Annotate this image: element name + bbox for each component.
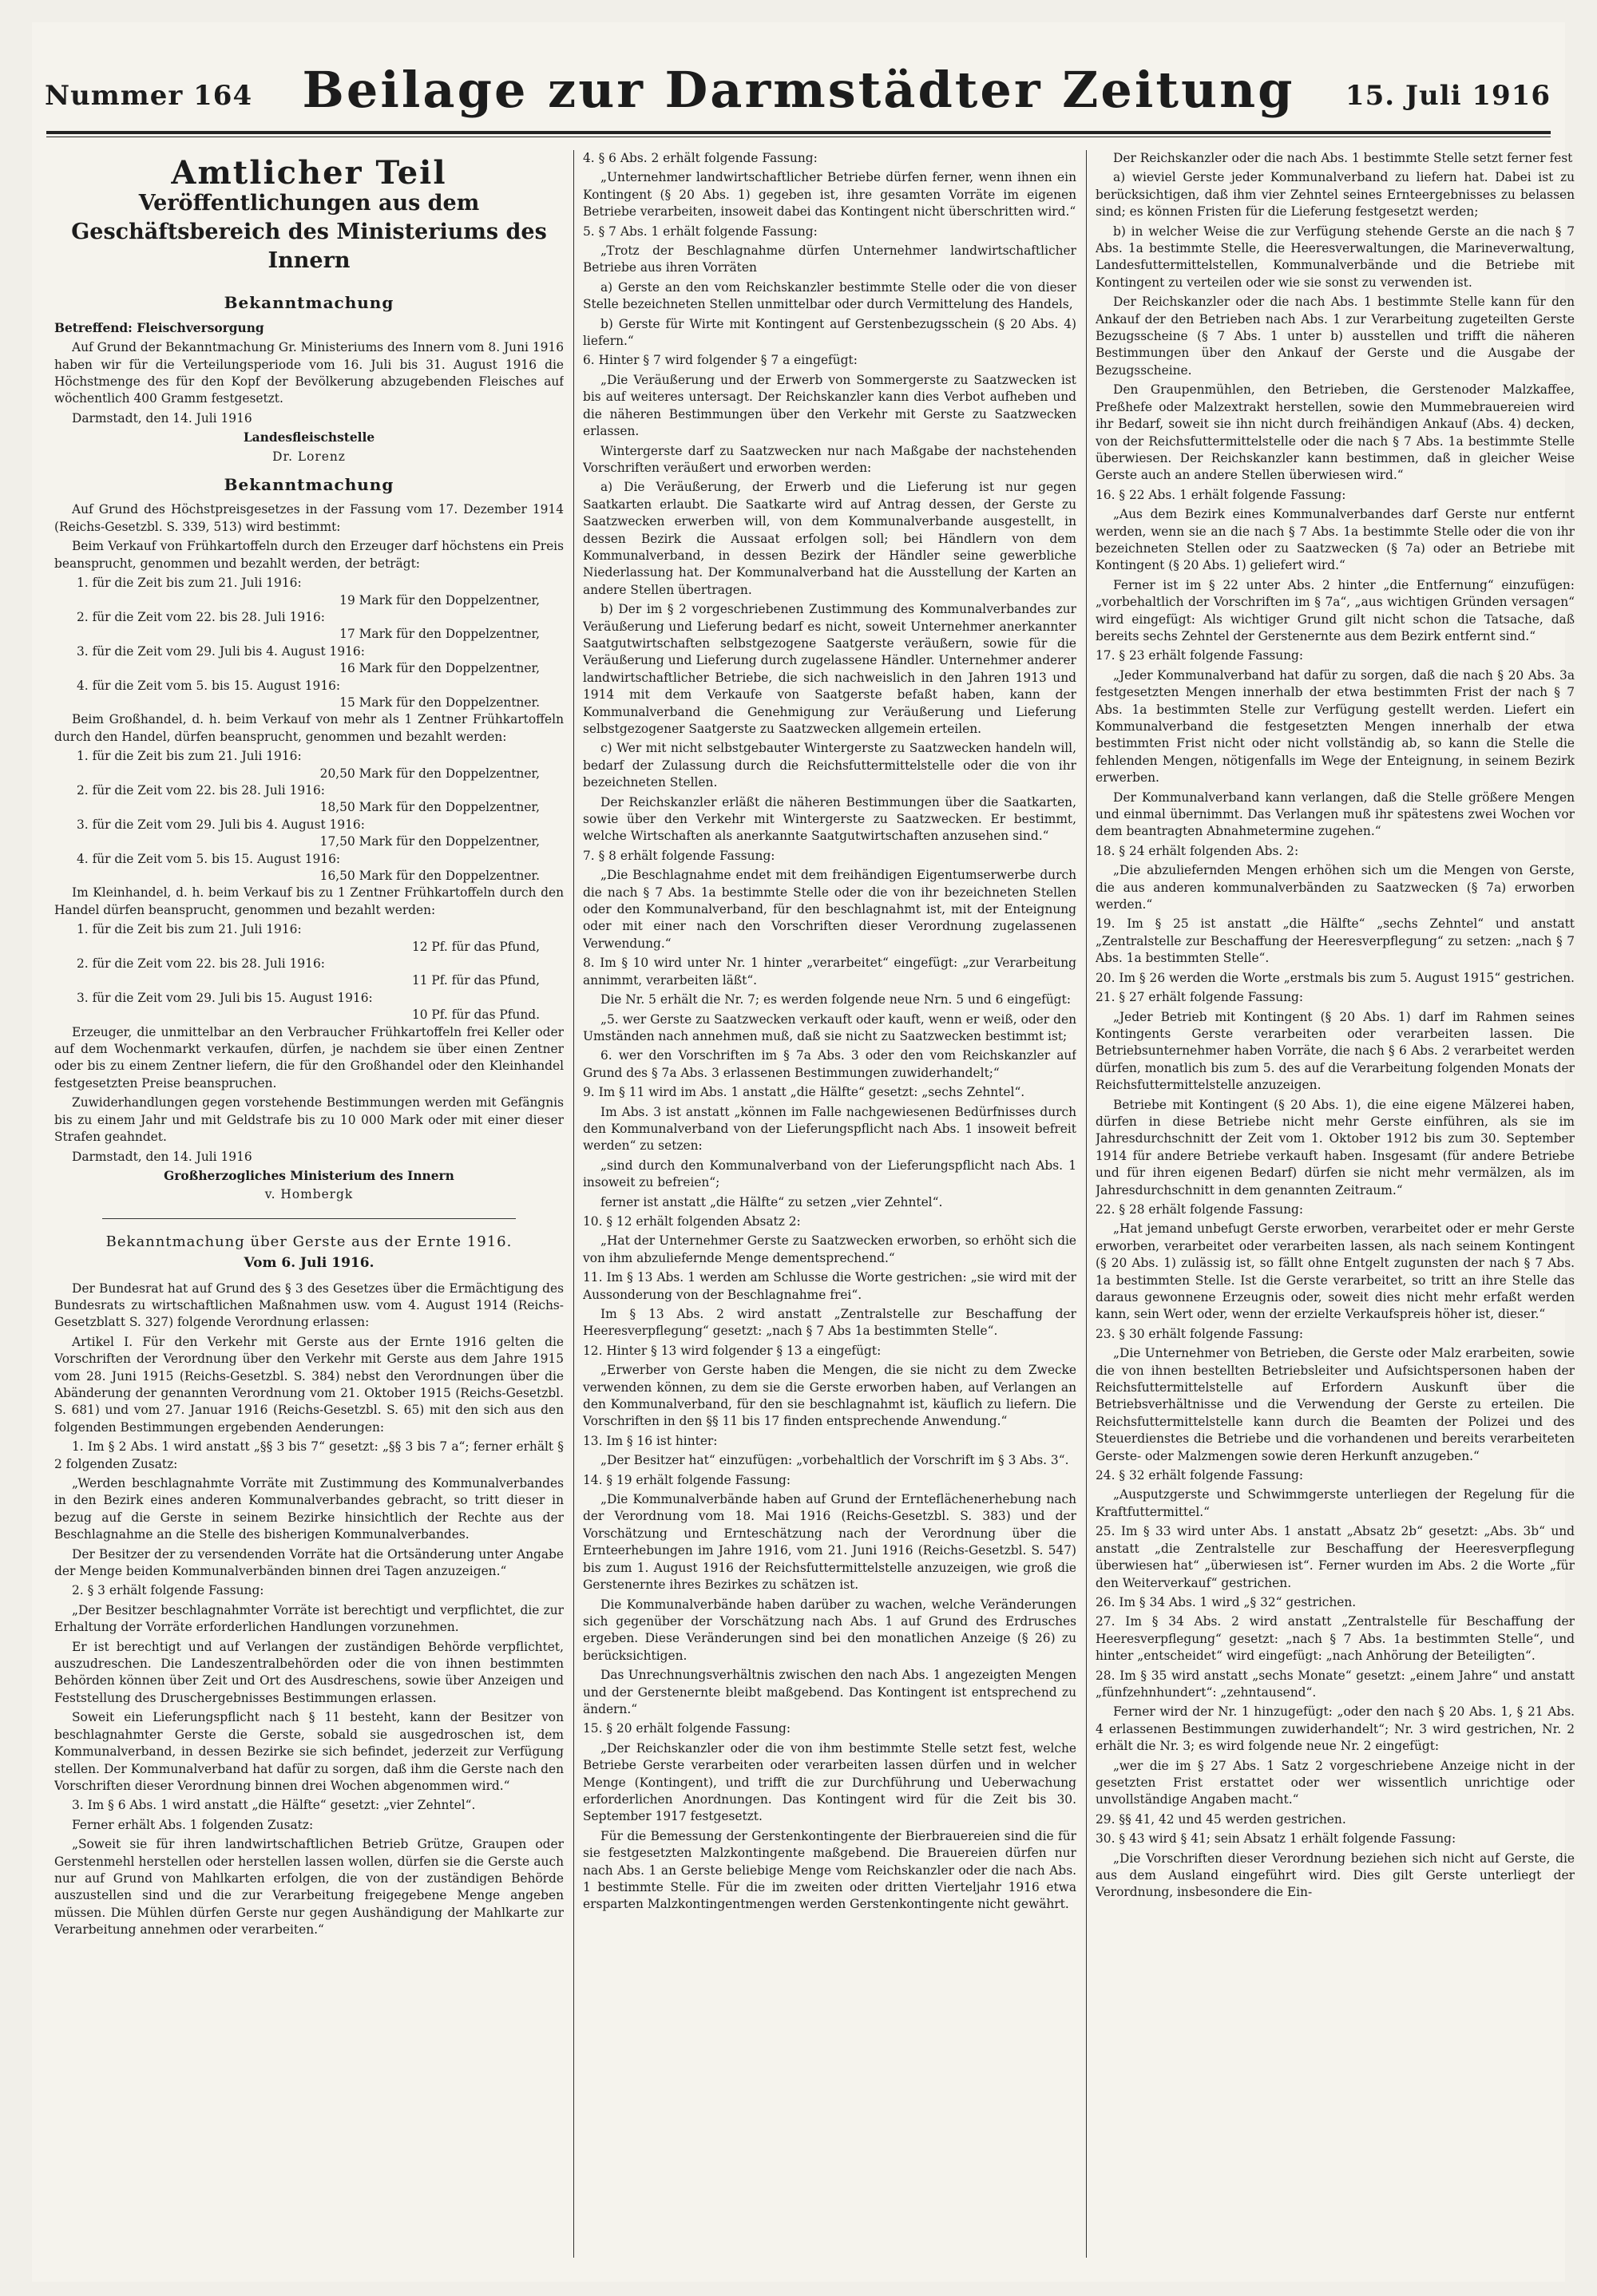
amendment-text: „Soweit sie für ihren landwirtschaftlichen Betrieb Grütze, Graupen oder Gerstenmehl herstellen oder herstellen lassen wollen, dürfen sie die Gerste auch nur auf Grund von Mahlkarten erfolgen, die von der zuständigen Behörde auszustellen sind und die zur Verarbeitung freigegebene Menge angeben müssen. Die Mühlen dürfen Gerste nur gegen Aushändigung der Mahlkarte zur Verarbeitung annehmen oder verarbeiten.“	[54, 1837, 564, 1938]
amendment-item: 5. § 7 Abs. 1 erhält folgende Fassung:	[583, 224, 818, 239]
amendment-text: „Die Veräußerung und der Erwerb von Sommergerste zu Saatzwecken ist bis auf weiteres untersagt. Der Reichskanzler kann dies Verbot aufheben und die näheren Bestimmungen über den Verkehr mit Gerste zu Saatzwecken erlassen.	[583, 372, 1076, 439]
amendment-text: Ferner erhält Abs. 1 folgenden Zusatz:	[72, 1817, 314, 1832]
amendment-item: 11. Im § 13 Abs. 1 werden am Schlusse die Worte gestrichen: „sie wird mit der Aussonderung von der Beschlagnahme frei“.	[583, 1270, 1076, 1302]
section-separator	[102, 1218, 516, 1219]
notice-heading: Bekanntmachung	[224, 475, 394, 495]
amendment-text: „Trotz der Beschlagnahme dürfen Unternehmer landwirtschaftlicher Betriebe aus ihren Vorräten	[583, 243, 1076, 275]
price-value: 15 Mark für den Doppelzentner.	[339, 695, 540, 710]
price-value: 17 Mark für den Doppelzentner,	[339, 627, 540, 642]
amendment-text: Den Graupenmühlen, den Betrieben, die Gerstenoder Malzkaffee, Preßhefe oder Malzextrakt herstellen, sowie den Mummebrauereien wird ihr Bedarf, soweit sie ihn nicht durch freihändigen Ankauf (Abs. 4) decken, von der Reichsfuttermittelstelle oder die nach § 7 Abs. 1a bestimmte Stelle überwiesen. Der Reichskanzler kann bestimmen, daß in gleicher Weise Gerste auch an andere Stellen überwiesen wird.“	[1096, 382, 1575, 483]
amendment-text: „Die Beschlagnahme endet mit dem freihändigen Eigentumserwerbe durch die nach § 7 Abs. 1a bestimmte Stelle oder die von ihr bezeichneten Stellen oder den Kommunalverband, für den beschlagnahmt ist, mit der Enteignung oder mit einer nach den Vorschriften dieser Verordnung zugelassenen Verwendung.“	[583, 868, 1076, 951]
price-value: 18,50 Mark für den Doppelzentner,	[319, 800, 540, 815]
amendment-text: „Der Reichskanzler oder die von ihm bestimmte Stelle setzt fest, welche Betriebe Gerste verarbeiten oder verarbeiten lassen dürfen und in welcher Menge (Kontingent), und trifft die zur Durchführung und Ueberwachung erforderlichen Anordnungen. Das Kontingent wird für die Zeit bis 30. September 1917 festgesetzt.	[583, 1740, 1076, 1824]
amendment-text: a) wieviel Gerste jeder Kommunalverband zu liefern hat. Dabei ist zu berücksichtigen, daß ihm vier Zehntel seines Ernteergebnisses zu belassen sind; es können Fristen für die Lieferung festgesetzt werden;	[1096, 170, 1575, 220]
header-rule	[46, 131, 1551, 134]
price-value: 19 Mark für den Doppelzentner,	[339, 592, 540, 608]
amendment-text: Der Reichskanzler oder die nach Abs. 1 bestimmte Stelle setzt ferner fest	[1113, 151, 1573, 165]
price-value: 10 Pf. für das Pfund.	[411, 1007, 540, 1023]
price-value: 12 Pf. für das Pfund,	[411, 939, 540, 954]
notice-place-date: Darmstadt, den 14. Juli 1916	[72, 410, 252, 426]
masthead-title: Beilage zur Darmstädter Zeitung	[302, 61, 1295, 119]
notice-signer: Dr. Lorenz	[272, 449, 346, 464]
wholesale-intro: Beim Großhandel, d. h. beim Verkauf von mehr als 1 Zentner Frühkartoffeln durch den Handel, dürfen beansprucht, genommen und bezahlt werden:	[54, 712, 564, 744]
amendment-item: 13. Im § 16 ist hinter:	[583, 1433, 718, 1448]
amendment-item: 18. § 24 erhält folgenden Abs. 2:	[1096, 843, 1299, 858]
price-period: 3. für die Zeit vom 29. Juli bis 4. August 1916:	[77, 817, 365, 832]
column-3	[1096, 150, 1575, 2266]
amendment-text: „Die Unternehmer von Betrieben, die Gerste oder Malz erarbeiten, sowie die von ihnen bestellten Betriebsleiter und Aufsichtspersonen haben der Reichsfuttermittelstelle auf Erfordern Auskunft über die Betriebsverhältnisse und die Verwendung der Gerste zu erteilen. Die Reichsfuttermittelstelle kann durch die Beamten der Polizei und des Steuerdienstes die Betriebe und die vorhandenen und bereits verarbeiteten Gerste- oder Malzmengen sowie deren Herkunft anzugeben.“	[1096, 1346, 1575, 1463]
column-1	[54, 150, 564, 2266]
amendment-text: „Werden beschlagnahmte Vorräte mit Zustimmung des Kommunalverbandes in den Bezirk eines anderen Kommunalverbandes gebracht, so tritt dieser in bezug auf die Gerste in seinem Bezirke hinsichtlich der Rechte aus der Beschlagnahme an die Stelle des bisherigen Kommunalverbandes.	[54, 1476, 564, 1542]
amendment-text: „sind durch den Kommunalverband von der Lieferungspflicht nach Abs. 1 insoweit zu befreien“;	[583, 1158, 1076, 1190]
section-subtitle: Veröffentlichungen aus dem Geschäftsbereich des Ministeriums des Innern	[71, 191, 547, 274]
amendment-item: 22. § 28 erhält folgende Fassung:	[1096, 1201, 1304, 1217]
amendment-text: Wintergerste darf zu Saatzwecken nur nach Maßgabe der nachstehenden Vorschriften veräußert und erworben werden:	[583, 443, 1076, 475]
amendment-text: „Die Kommunalverbände haben auf Grund der Ernteflächenerhebung nach der Verordnung vom 18. Mai 1916 (Reichs-Gesetzbl. S. 383) und der Vorschätzung und Ernteschätzung nach der Verordnung über die Ernteerhebungen im Jahre 1916, vom 21. Juni 1916 (Reichs-Gesetzbl. S. 547) bis zum 1. August 1916 der Reichsfuttermittelstelle anzuzeigen, wie groß die Gerstenernte ihres Bezirkes zu schätzen ist.	[583, 1492, 1076, 1593]
producer-intro: Beim Verkauf von Frühkartoffeln durch den Erzeuger darf höchstens ein Preis beansprucht, genommen und bezahlt werden, der beträgt:	[54, 539, 564, 571]
amendment-text: „Aus dem Bezirk eines Kommunalverbandes darf Gerste nur entfernt werden, wenn sie an die nach § 7 Abs. 1a bestimmte Stelle oder die von ihr bezeichneten Stellen oder zu Saatzwecken (§ 7a) oder an Betriebe mit Kontingent (§ 20 Abs. 1) geliefert wird.“	[1096, 507, 1575, 573]
amendment-item: 28. Im § 35 wird anstatt „sechs Monate“ gesetzt: „einem Jahre“ und anstatt „fünfzehnhundert“: „zehntausend“.	[1096, 1668, 1575, 1700]
amendment-text: Der Reichskanzler oder die nach Abs. 1 bestimmte Stelle kann für den Ankauf der den Betrieben nach Abs. 1 zur Verarbeitung zugeteilten Gerste Bezugsscheine (§ 7 Abs. 1 unter b) ausstellen und trifft die näheren Bestimmungen über den Ankauf der Gerste und die Ausgabe der Bezugsscheine.	[1096, 295, 1575, 378]
notice-text: Auf Grund der Bekanntmachung Gr. Ministeriums des Innern vom 8. Juni 1916 haben wir für die Verteilungsperiode vom 16. Juli bis 31. August 1916 die Höchstmenge des für den Kopf der Bevölkerung abzugebenden Fleisches auf wöchentlich 400 Gramm festgesetzt.	[54, 340, 564, 406]
price-period: 4. für die Zeit vom 5. bis 15. August 1916:	[77, 851, 341, 866]
issue-number: Nummer 164	[45, 80, 253, 112]
wholesale-price-list	[54, 748, 564, 885]
amendment-text: Für die Bemessung der Gerstenkontingente der Bierbrauereien sind die für sie festgesetzten Malzkontingente maßgebend. Die Brauereien dürfen nur nach Abs. 1 an Gerste beliebige Menge vom Reichskanzler oder die nach Abs. 1 bestimmte Stelle. Für die im zweiten oder dritten Vierteljahr 1916 etwa ersparten Malzkontingentmengen werden Gerstenkontingente nicht gewährt.	[583, 1828, 1076, 1912]
amendment-item: 15. § 20 erhält folgende Fassung:	[583, 1721, 791, 1736]
amendment-text: Soweit ein Lieferungspflicht nach § 11 besteht, kann der Besitzer von beschlagnahmter Gerste die Gerste, sobald sie ausgedroschen ist, dem Kommunalverband, in dessen Bezirke sie sich befindet, jederzeit zur Verfügung stellen. Der Kommunalverband hat dafür zu sorgen, daß ihm die Gerste nach den Vorschriften dieser Verordnung binnen drei Wochen abgenommen wird.“	[54, 1710, 564, 1793]
amendment-text: „Der Besitzer hat“ einzufügen: „vorbehaltlich der Vorschrift im § 3 Abs. 3“.	[600, 1453, 1069, 1468]
column-2	[583, 150, 1076, 2266]
amendment-text: Betriebe mit Kontingent (§ 20 Abs. 1), die eine eigene Mälzerei haben, dürfen in diese Betriebe nicht mehr Gerste einführen, als sie im Jahresdurchschnitt der Zeit vom 1. Oktober 1912 bis zum 30. September 1914 für andere Betriebe verkauft haben. Insgesamt (für andere Betriebe und für ihren eigenen Bedarf) dürfen sie nicht mehr vermälzen, als im Jahresdurchschnitt in dem genannten Zeitraum.“	[1096, 1097, 1575, 1197]
amendment-item: 6. Hinter § 7 wird folgender § 7 a eingefügt:	[583, 353, 858, 368]
amendment-text: Im § 13 Abs. 2 wird anstatt „Zentralstelle zur Beschaffung der Heeresverpflegung“ gesetzt: „nach § 7 Abs 1a bestimmten Stelle“.	[583, 1307, 1076, 1339]
amendment-item: 17. § 23 erhält folgende Fassung:	[1096, 648, 1304, 663]
notice-date: Vom 6. Juli 1916.	[244, 1255, 374, 1272]
amendment-text: „Jeder Kommunalverband hat dafür zu sorgen, daß die nach § 20 Abs. 3a festgesetzten Mengen innerhalb der etwa bestimmten Frist der nach § 7 Abs. 1a bestimmten Stelle zur Verfügung gestellt werden. Liefert ein Kommunalverband die festgesetzten Mengen innerhalb der etwa bestimmten Frist nicht oder nicht vollständig ab, so kann die Stelle die fehlenden Mengen, nötigenfalls im Wege der Enteignung, in seinem Bezirk erwerben.	[1096, 667, 1575, 786]
amendment-item: 26. Im § 34 Abs. 1 wird „§ 32“ gestrichen.	[1096, 1594, 1357, 1609]
amendment-text: „5. wer Gerste zu Saatzwecken verkauft oder kauft, wenn er weiß, oder den Umständen nach annehmen muß, daß sie nicht zu Saatzwecken bestimmt ist;	[583, 1011, 1076, 1043]
amendment-text: Die Nr. 5 erhält die Nr. 7; es werden folgende neue Nrn. 5 und 6 eingefügt:	[600, 992, 1072, 1007]
amendment-text: „Hat der Unternehmer Gerste zu Saatzwecken erworben, so erhöht sich die von ihm abzuliefernde Menge dementsprechend.“	[583, 1233, 1076, 1265]
price-period: 3. für die Zeit vom 29. Juli bis 15. August 1916:	[77, 990, 373, 1005]
newspaper-page	[32, 22, 1575, 2282]
price-value: 16 Mark für den Doppelzentner,	[339, 661, 540, 676]
amendment-item: 7. § 8 erhält folgende Fassung:	[583, 848, 775, 863]
amendment-text: „wer die im § 27 Abs. 1 Satz 2 vorgeschriebene Anzeige nicht in der gesetzten Frist erstattet oder wer wissentlich unrichtige oder unvollständige Angaben macht.“	[1096, 1758, 1575, 1807]
price-period: 1. für die Zeit bis zum 21. Juli 1916:	[77, 922, 302, 937]
column-divider	[1086, 150, 1087, 2258]
amendment-text: „Der Besitzer beschlagnahmter Vorräte ist berechtigt und verpflichtet, die zur Erhaltung der Vorräte erforderlichen Handlungen vorzunehmen.	[54, 1602, 564, 1635]
amendment-item: 29. §§ 41, 42 und 45 werden gestrichen.	[1096, 1811, 1346, 1827]
notice-signer: v. Hombergk	[264, 1187, 354, 1202]
amendment-text: Er ist berechtigt und auf Verlangen der zuständigen Behörde verpflichtet, auszudreschen. Die Landeszentralbehörden oder die von ihnen bestimmten Behörden können über Zeit und Ort des Ausdreschens, sowie über Anzeigen und Feststellung des Druschergebnisses Bestimmungen erlassen.	[54, 1639, 564, 1705]
notice-subject: Betreffend: Fleischversorgung	[54, 320, 264, 335]
amendment-text: „Unternehmer landwirtschaftlicher Betriebe dürfen ferner, wenn ihnen ein Kontingent (§ 20 Abs. 1) gegeben ist, ihre gesamten Vorräte im eigenen Betriebe verarbeiten, insoweit dabei das Kontingent nicht überschritten wird.“	[583, 170, 1076, 220]
amendment-item: 21. § 27 erhält folgende Fassung:	[1096, 990, 1304, 1005]
price-period: 2. für die Zeit vom 22. bis 28. Juli 1916:	[77, 956, 325, 972]
price-value: 17,50 Mark für den Doppelzentner,	[319, 834, 540, 849]
amendment-item: 14. § 19 erhält folgende Fassung:	[583, 1472, 791, 1487]
amendment-item: 10. § 12 erhält folgenden Absatz 2:	[583, 1213, 801, 1229]
amendment-text: ferner ist anstatt „die Hälfte“ zu setzen „vier Zehntel“.	[600, 1194, 943, 1209]
price-period: 4. für die Zeit vom 5. bis 15. August 1916:	[77, 678, 341, 693]
amendment-text: Ferner wird der Nr. 1 hinzugefügt: „oder den nach § 20 Abs. 1, § 21 Abs. 4 erlassenen Bestimmungen zuwiderhandelt“; Nr. 3 wird gestrichen, Nr. 2 erhält die Nr. 3; es wird folgende neue Nr. 2 eingefügt:	[1096, 1704, 1575, 1754]
amendment-item: 20. Im § 26 werden die Worte „erstmals bis zum 5. August 1915“ gestrichen.	[1096, 970, 1575, 985]
amendment-item: 24. § 32 erhält folgende Fassung:	[1096, 1468, 1304, 1483]
amendment-item: 2. § 3 erhält folgende Fassung:	[72, 1583, 264, 1598]
amendment-item: 30. § 43 wird § 41; sein Absatz 1 erhält folgende Fassung:	[1096, 1831, 1456, 1847]
notice-authority: Landesfleischstelle	[243, 430, 375, 445]
price-period: 1. für die Zeit bis zum 21. Juli 1916:	[77, 576, 302, 591]
notice-intro: Auf Grund des Höchstpreisgesetzes in der Fassung vom 17. Dezember 1914 (Reichs-Gesetzbl. S. 339, 513) wird bestimmt:	[54, 502, 564, 534]
amendment-text: a) Die Veräußerung, der Erwerb und die Lieferung ist nur gegen Saatkarten erlaubt. Die Saatkarte wird auf Antrag dessen, der Gerste zu Saatzwecken erwerben will, von dem Kommunalverbande ausgestellt, in dessen Bezirk die Aussaat erfolgen soll; bei Händlern von dem Kommunalverband, in dessen Bezirk der Händler seine gewerbliche Niederlassung hat. Der Kommunalverband hat die Ausstellung der Karten an andere Stellen übertragen.	[583, 480, 1076, 597]
section-title: Amtlicher Teil	[171, 154, 447, 192]
amendment-text: „Die Vorschriften dieser Verordnung beziehen sich nicht auf Gerste, die aus dem Ausland eingeführt wird. Dies gilt Gerste unterliegt der Verordnung, insbesondere die Ein-	[1096, 1851, 1575, 1900]
price-value: 16,50 Mark für den Doppelzentner.	[319, 869, 540, 883]
notice-place-date: Darmstadt, den 14. Juli 1916	[72, 1149, 252, 1164]
amendment-text: „Jeder Betrieb mit Kontingent (§ 20 Abs. 1) darf im Rahmen seines Kontingents Gerste verarbeiten oder verarbeiten lassen. Die Betriebsunternehmer haben Vorräte, die nach § 6 Abs. 2 verarbeitet werden dürfen, monatlich bis zum 5. des auf die Verarbeitung folgenden Monats der Reichsfuttermittelstelle anzuzeigen.	[1096, 1009, 1575, 1093]
price-period: 1. für die Zeit bis zum 21. Juli 1916:	[77, 749, 302, 764]
amendment-item: 8. Im § 10 wird unter Nr. 1 hinter „verarbeitet“ eingefügt: „zur Verarbeitung annimmt, verarbeiten läßt“.	[583, 956, 1076, 988]
amendment-item: 25. Im § 33 wird unter Abs. 1 anstatt „Absatz 2b“ gesetzt: „Abs. 3b“ und anstatt „die Zentralstelle zur Beschaffung der Heeresverpflegung überwiesen hat“ „überwiesen ist“. Ferner wurden im Abs. 2 die Worte „für den Weiterverkauf“ gestrichen.	[1096, 1524, 1575, 1590]
retail-price-list	[54, 921, 564, 1023]
price-period: 2. für die Zeit vom 22. bis 28. Juli 1916:	[77, 782, 325, 798]
amendment-text: Der Besitzer der zu versendenden Vorräte hat die Ortsänderung unter Angabe der Menge beiden Kommunalverbänden binnen drei Tagen anzuzeigen.“	[54, 1546, 564, 1579]
amendment-text: b) Gerste für Wirte mit Kontingent auf Gerstenbezugsschein (§ 20 Abs. 4) liefern.“	[583, 316, 1076, 349]
amendment-text: a) Gerste an den vom Reichskanzler bestimmte Stelle oder die von dieser Stelle bezeichneten Stellen unmittelbar oder durch Vermittelung des Handels,	[583, 279, 1076, 312]
amendment-item: 3. Im § 6 Abs. 1 wird anstatt „die Hälfte“ gesetzt: „vier Zehntel“.	[72, 1798, 476, 1813]
amendment-text: „Ausputzgerste und Schwimmgerste unterliegen der Regelung für die Kraftfuttermittel.“	[1096, 1487, 1575, 1519]
notice-paragraph: Zuwiderhandlungen gegen vorstehende Bestimmungen werden mit Gefängnis bis zu einem Jahr und mit Geldstrafe bis zu 10 000 Mark oder mit einer dieser Strafen geahndet.	[54, 1095, 564, 1145]
amendment-text: Im Abs. 3 ist anstatt „können im Falle nachgewiesenen Bedürfnisses durch den Kommunalverband von der Lieferungspflicht nach Abs. 1 insoweit befreit werden“ zu setzen:	[583, 1104, 1076, 1154]
retail-intro: Im Kleinhandel, d. h. beim Verkauf bis zu 1 Zentner Frühkartoffeln durch den Handel dürfen beansprucht, genommen und bezahlt werden:	[54, 885, 564, 917]
article-text: Artikel I. Für den Verkehr mit Gerste aus der Ernte 1916 gelten die Vorschriften der Verordnung über den Verkehr mit Gerste aus dem Jahre 1915 vom 28. Juni 1915 (Reichs-Gesetzbl. S. 384) nebst den Verordnungen über die Abänderung der genannten Verordnung vom 21. Oktober 1915 (Reichs-Gesetzbl. S. 681) und vom 27. Januar 1916 (Reichs-Gesetzbl. S. 65) mit den sich aus den folgenden Bestimmungen ergebenden Aenderungen:	[54, 1334, 564, 1435]
price-period: 2. für die Zeit vom 22. bis 28. Juli 1916:	[77, 609, 325, 624]
notice-intro: Der Bundesrat hat auf Grund des § 3 des Gesetzes über die Ermächtigung des Bundesrats zu wirtschaftlichen Maßnahmen usw. vom 4. August 1914 (Reichs-Gesetzblatt S. 327) folgende Verordnung erlassen:	[54, 1281, 564, 1330]
column-divider	[573, 150, 574, 2258]
notice-paragraph: Erzeuger, die unmittelbar an den Verbraucher Frühkartoffeln frei Keller oder auf dem Wochenmarkt verkaufen, dürfen, je nachdem sie über einen Zentner oder bis zu einem Zentner liefern, die für den Großhandel oder den Kleinhandel festgesetzten Preise beanspruchen.	[54, 1024, 564, 1091]
amendment-item: 12. Hinter § 13 wird folgender § 13 a eingefügt:	[583, 1343, 882, 1358]
producer-price-list	[54, 575, 564, 711]
amendment-item: 19. Im § 25 ist anstatt „die Hälfte“ „sechs Zehntel“ und anstatt „Zentralstelle zur Beschaffung der Heeresverpflegung“ zu setzen: „nach § 7 Abs. 1a bestimmten Stelle“.	[1096, 916, 1575, 966]
amendment-text: Das Unrechnungsverhältnis zwischen den nach Abs. 1 angezeigten Mengen und der Gerstenernte bleibt maßgebend. Das Kontingent ist entsprechend zu ändern.“	[583, 1668, 1076, 1716]
amendment-text: b) in welcher Weise die zur Verfügung stehende Gerste an die nach § 7 Abs. 1a bestimmte Stelle, die Heeresverwaltungen, die Marineverwaltung, Landesfuttermittelstellen, Kommunalverbände und die Betriebe mit Kontingent zu verteilen oder wie sie sonst zu verwenden ist.	[1096, 224, 1575, 290]
price-value: 20,50 Mark für den Doppelzentner,	[319, 766, 540, 781]
amendment-item: 1. Im § 2 Abs. 1 wird anstatt „§§ 3 bis 7“ gesetzt: „§§ 3 bis 7 a“; ferner erhält § 2 folgenden Zusatz:	[54, 1439, 564, 1471]
amendment-text: „Erwerber von Gerste haben die Mengen, die sie nicht zu dem Zwecke verwenden können, zu dem sie die Gerste erworben haben, auf Verlangen an den Kommunalverband, für den sie beschlagnahmt ist, käuflich zu liefern. Die Vorschriften in den §§ 11 bis 17 finden entsprechende Anwendung.“	[583, 1363, 1076, 1429]
amendment-text: Der Reichskanzler erläßt die näheren Bestimmungen über die Saatkarten, sowie über den Verkehr mit Wintergerste zu Saatzwecken. Er bestimmt, welche Wirtschaften als anerkannte Saatgutwirtschaften anzusehen sind.“	[583, 794, 1076, 844]
amendment-text: Der Kommunalverband kann verlangen, daß die Stelle größere Mengen und einmal übernimmt. Das Verlangen muß ihr spätestens zwei Wochen vor dem beantragten Abnahmetermine zugehen.“	[1096, 790, 1575, 839]
amendment-item: 9. Im § 11 wird im Abs. 1 anstatt „die Hälfte“ gesetzt: „sechs Zehntel“.	[583, 1085, 1025, 1100]
price-value: 11 Pf. für das Pfund,	[411, 973, 540, 988]
amendment-item: 16. § 22 Abs. 1 erhält folgende Fassung:	[1096, 487, 1346, 502]
notice-authority: Großherzogliches Ministerium des Innern	[164, 1168, 454, 1183]
amendment-text: c) Wer mit nicht selbstgebauter Wintergerste zu Saatzwecken handeln will, bedarf der Zulassung durch die Reichsfuttermittelstelle oder die von ihr bezeichneten Stellen.	[583, 741, 1076, 790]
issue-date: 15. Juli 1916	[1345, 80, 1551, 112]
amendment-item: 4. § 6 Abs. 2 erhält folgende Fassung:	[583, 151, 818, 165]
amendment-item: 27. Im § 34 Abs. 2 wird anstatt „Zentralstelle für Beschaffung der Heeresverpflegung“ gesetzt: „nach § 7 Abs. 1a bestimmten Stelle“, und hinter „entscheidet“ wird eingefügt: „nach Anhörung der Beteiligten“.	[1096, 1614, 1575, 1664]
amendment-text: Ferner ist im § 22 unter Abs. 2 hinter „die Entfernung“ einzufügen: „vorbehaltlich der Vorschriften im § 7a“, „aus wichtigen Gründen versagen“ wird eingefügt: Als wichtiger Grund gilt nicht schon die Tatsache, daß bereits sechs Zehntel der Gerstenernte aus dem Bezirk entfernt sind.“	[1096, 577, 1575, 643]
amendment-text: Die Kommunalverbände haben darüber zu wachen, welche Veränderungen sich gegenüber der Vorschätzung nach Abs. 1 auf Grund des Erdrusches ergeben. Diese Veränderungen sind bei den monatlichen Anzeige (§ 26) zu berücksichtigen.	[583, 1597, 1076, 1663]
amendment-item: 23. § 30 erhält folgende Fassung:	[1096, 1326, 1304, 1341]
amendment-text: 6. wer den Vorschriften im § 7a Abs. 3 oder den vom Reichskanzler auf Grund des § 7a Abs. 3 erlassenen Bestimmungen zuwiderhandelt;“	[583, 1048, 1076, 1080]
amendment-text: „Hat jemand unbefugt Gerste erworben, verarbeitet oder er mehr Gerste erworben, verarbeitet oder verarbeiten lassen, als nach seinem Kontingent (§ 20 Abs. 1) zulässig ist, so fällt ohne Entgelt zugunsten der nach § 7 Abs. 1a bestimmten Stelle. Ist die Gerste verarbeitet, so tritt an ihre Stelle das daraus gewonnene Erzeugnis oder, soweit dies nicht mehr erfaßt werden kann, sein Wert oder, wenn der erzielte Verkaufspreis höher ist, dieser.“	[1096, 1221, 1575, 1322]
notice-heading: Bekanntmachung	[224, 293, 394, 313]
amendment-text: „Die abzuliefernden Mengen erhöhen sich um die Mengen von Gerste, die aus anderen kommunalverbänden zu Saatzwecken (§ 7a) erworben werden.“	[1096, 863, 1575, 912]
notice-heading: Bekanntmachung über Gerste aus der Ernte 1916.	[105, 1233, 513, 1250]
price-period: 3. für die Zeit vom 29. Juli bis 4. August 1916:	[77, 643, 365, 659]
amendment-text: b) Der im § 2 vorgeschriebenen Zustimmung des Kommunalverbandes zur Veräußerung und Lieferung bedarf es nicht, soweit Unternehmer anerkannter Saatgutwirtschaften selbstgezogene Saatgerste veräußern, sowie für die Veräußerung und Lieferung durch zugelassene Händler. Unternehmer anderer landwirtschaftlicher Betriebe, die sich nachweislich in den Jahren 1913 und 1914 mit dem Verkaufe von Saatgerste befaßt haben, kann der Kommunalverband die Genehmigung zur Veräußerung und Lieferung selbstgezogener Saatgerste zu Saatzwecken allgemein erteilen.	[583, 602, 1076, 736]
